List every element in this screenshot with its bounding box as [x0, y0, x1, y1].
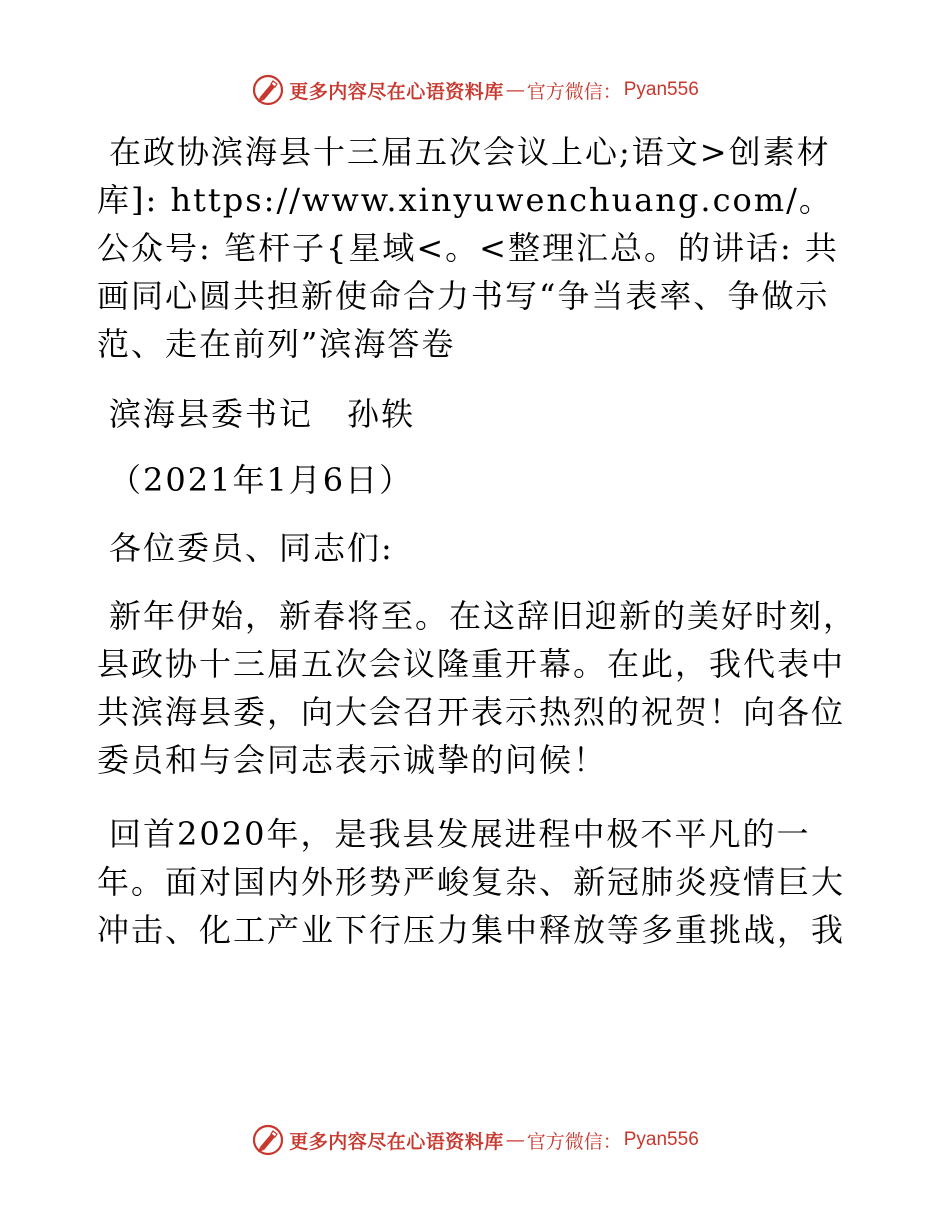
- header-banner: [0, 70, 950, 110]
- banner-wechat-id: Pyan556: [623, 1129, 699, 1150]
- pen-logo-icon: [251, 1123, 285, 1157]
- document-title: 在政协滨海县十三届五次会议上心;语文>创素材库]: https://www.xinyuwenchuang.com/。公众号: 笔杆子{星域<。<整理汇总。的讲话: 共画同心圆共担新使命合力书写“争当表率、争做示范、走在前列”滨海答卷: [97, 133, 839, 363]
- document-author: 滨海县委书记 孙轶: [109, 395, 416, 433]
- banner-text: 更多内容尽在心语资料库: [289, 80, 504, 103]
- document-date: （2021年1月6日）: [109, 461, 414, 499]
- banner-text: 更多内容尽在心语资料库: [289, 1130, 504, 1153]
- paragraph-1: 新年伊始，新春将至。在这辞旧迎新的美好时刻，县政协十三届五次会议隆重开幕。在此，我代表中共滨海县委，向大会召开表示热烈的祝贺！向各位委员和与会同志表示诚挚的问候！: [97, 597, 858, 779]
- banner-wechat-label: 官方微信：: [526, 1130, 622, 1153]
- banner-dash: —: [505, 79, 525, 101]
- document-greeting: 各位委员、同志们:: [109, 529, 394, 567]
- document-body: [97, 128, 857, 954]
- pen-logo-icon: [251, 73, 285, 107]
- banner-wechat-label: 官方微信：: [526, 80, 622, 103]
- banner-wechat-id: Pyan556: [623, 79, 699, 100]
- banner-dash: —: [505, 1129, 525, 1151]
- paragraph-2: 回首2020年，是我县发展进程中极不平凡的一年。面对国内外形势严峻复杂、新冠肺炎疫情巨大冲击、化工产业下行压力集中释放等多重挑战，我: [97, 815, 846, 949]
- footer-banner: [0, 1120, 950, 1160]
